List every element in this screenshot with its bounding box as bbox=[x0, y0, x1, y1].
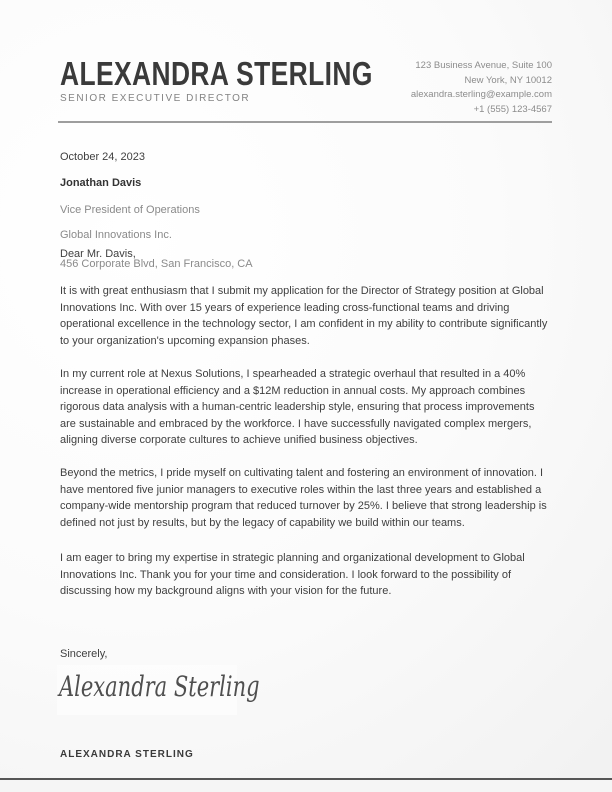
recipient-title: Vice President of Operations bbox=[60, 204, 200, 216]
closing-line: Sincerely, bbox=[60, 648, 108, 660]
contact-address-line2: New York, NY 10012 bbox=[464, 74, 552, 86]
body-paragraph-1: It is with great enthusiasm that I submit my application for the Director of Strategy position at Global Innovations Inc. With over 15 years of experience leading cross-functional teams and driving operational excellence in the technology sector, I am confident in my ability to contribute significantly to your organization's upcoming expansion phases. bbox=[60, 285, 548, 347]
header-divider bbox=[58, 121, 552, 123]
body-paragraph-2: In my current role at Nexus Solutions, I spearheaded a strategic overhaul that resulted in a 40% increase in operational efficiency and a $12M reduction in annual costs. My approach combines rigorous data analysis with a human-centric leadership style, ensuring that process improvements are sustainable and embraced by the workforce. I have successfully navigated complex mergers, aligning diverse corporate cultures to achieve unified business objectives. bbox=[60, 368, 535, 446]
sender-name-heading: ALEXANDRA STERLING bbox=[60, 55, 373, 92]
sender-job-title: SENIOR EXECUTIVE DIRECTOR bbox=[60, 93, 251, 104]
recipient-company: Global Innovations Inc. bbox=[60, 229, 172, 241]
salutation: Dear Mr. Davis, bbox=[60, 248, 136, 260]
body-paragraph-4: I am eager to bring my expertise in strategic planning and organizational development to Global Innovations Inc. Thank you for your time and consideration. I look forward to the possibility of discussing how my background aligns with your vision for the future. bbox=[60, 552, 525, 597]
letter-date: October 24, 2023 bbox=[60, 151, 146, 163]
body-paragraph-3: Beyond the metrics, I pride myself on cultivating talent and fostering an environment of innovation. I have mentored five junior managers to executive roles within the last three years and established a company-wide mentorship program that reduced turnover by 25%. I believe that strong leadership is defined not just by results, but by the legacy of capability we build within our teams. bbox=[60, 467, 547, 529]
contact-address-line1: 123 Business Avenue, Suite 100 bbox=[415, 60, 552, 71]
typed-signature-name: ALEXANDRA STERLING bbox=[60, 749, 194, 760]
page-bottom-strip bbox=[0, 780, 612, 792]
recipient-address: 456 Corporate Blvd, San Francisco, CA bbox=[60, 258, 253, 270]
contact-info-block bbox=[411, 59, 552, 118]
contact-email: alexandra.sterling@example.com bbox=[410, 89, 552, 101]
handwritten-signature: Alexandra Sterling bbox=[59, 670, 260, 703]
contact-phone: +1 (555) 123-4567 bbox=[473, 104, 552, 116]
recipient-name: Jonathan Davis bbox=[60, 177, 142, 189]
